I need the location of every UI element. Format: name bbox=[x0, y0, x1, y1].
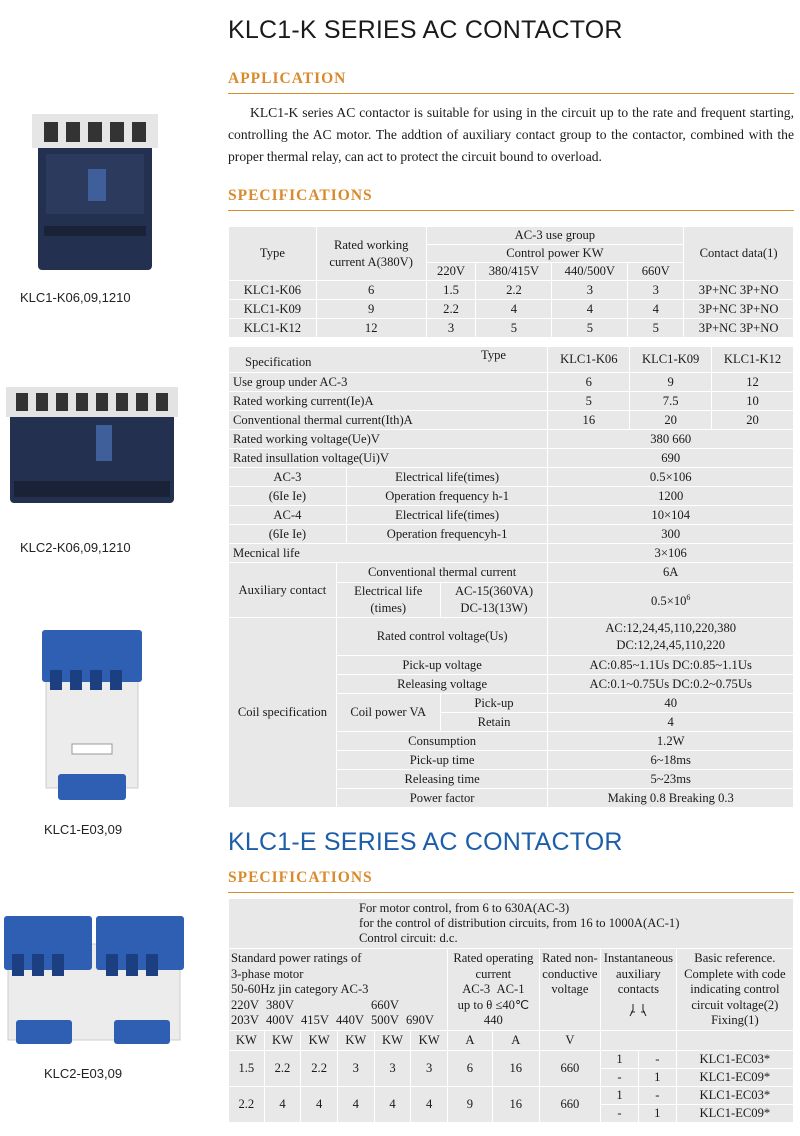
row-label: Rated control voltage(Us) bbox=[336, 618, 548, 656]
table-cell: 4 bbox=[552, 300, 628, 319]
klc1-k-power-table bbox=[228, 226, 794, 338]
ac1-label: AC-1 bbox=[496, 982, 525, 997]
col-header: Rated working current A(380V) bbox=[316, 227, 426, 281]
unit-cell: KW bbox=[337, 1031, 374, 1051]
col-header: AC-3 use group bbox=[426, 227, 684, 245]
row-label: Releasing time bbox=[336, 770, 548, 789]
col-header: 220V bbox=[426, 263, 476, 281]
application-heading: APPLICATION bbox=[228, 70, 347, 87]
rated-op-header bbox=[448, 949, 540, 1031]
table-cell: 660 bbox=[539, 1051, 600, 1087]
table-cell: 1.5 bbox=[229, 1051, 265, 1087]
note-line: Control circuit: d.c. bbox=[359, 931, 458, 945]
col-header: KLC1-K09 bbox=[630, 347, 712, 373]
col-header: KLC1-K06 bbox=[548, 347, 630, 373]
table-cell: 5 bbox=[628, 319, 684, 338]
table-cell: 6~18ms bbox=[548, 751, 794, 770]
rcv-dc: DC:12,24,45,110,220 bbox=[616, 637, 726, 652]
table-cell: 16 bbox=[548, 411, 630, 430]
std-line: 50-60Hz jin category AC-3 bbox=[231, 982, 369, 997]
col-header: Control power KW bbox=[426, 245, 684, 263]
note-line: for the control of distribution circuits, from 16 to 1000A(AC-1) bbox=[359, 916, 680, 930]
row-label: Operation frequencyh-1 bbox=[346, 525, 548, 544]
table-cell: KLC1-EC03* bbox=[676, 1051, 793, 1069]
col-header: Type bbox=[229, 227, 317, 281]
table-cell: 5 bbox=[548, 392, 630, 411]
table-cell: 40 bbox=[548, 694, 794, 713]
product-caption: KLC1-E03,09 bbox=[44, 822, 123, 837]
row-label: Rated working voltage(Ue)V bbox=[229, 430, 548, 449]
table-cell: 10 bbox=[712, 392, 794, 411]
header-line bbox=[450, 982, 537, 998]
row-label: (6Ie Ie) bbox=[229, 525, 347, 544]
std-power-header bbox=[229, 949, 448, 1031]
table-cell: 10×104 bbox=[548, 506, 794, 525]
row-label: Coil specification bbox=[229, 618, 337, 808]
table-cell: 1 bbox=[638, 1105, 676, 1123]
std-line: Standard power ratings of bbox=[231, 951, 362, 965]
unit-cell: A bbox=[448, 1031, 493, 1051]
std-line: 3-phase motor bbox=[231, 966, 304, 981]
header-line: Rated operating current bbox=[453, 951, 534, 981]
page-title-e: KLC1-E SERIES AC CONTACTOR bbox=[228, 828, 623, 856]
unit-cell bbox=[601, 1031, 677, 1051]
unit-cell: KW bbox=[374, 1031, 411, 1051]
table-cell: 4 bbox=[337, 1087, 374, 1123]
voltage-label: 415V bbox=[301, 1013, 329, 1028]
unit-cell: KW bbox=[229, 1031, 265, 1051]
row-label: Electrical life (times) bbox=[336, 583, 440, 618]
table-cell: 690 bbox=[548, 449, 794, 468]
table-cell: 9 bbox=[630, 373, 712, 392]
table-cell: 3 bbox=[411, 1051, 448, 1087]
table-cell: 3 bbox=[337, 1051, 374, 1087]
row-label: Releasing voltage bbox=[336, 675, 548, 694]
row-label: Mecnical life bbox=[229, 544, 548, 563]
row-label: Pick-up time bbox=[336, 751, 548, 770]
table-cell: 12 bbox=[712, 373, 794, 392]
table-cell: 6A bbox=[548, 563, 794, 583]
contact-symbol-icon bbox=[627, 1002, 649, 1020]
table-cell: KLC1-K06 bbox=[229, 281, 317, 300]
table-cell: - bbox=[638, 1051, 676, 1069]
product-caption: KLC1-K06,09,1210 bbox=[20, 290, 131, 305]
voltage-top-row bbox=[231, 998, 445, 1014]
table-cell: 16 bbox=[492, 1051, 539, 1087]
voltage-label: 203V bbox=[231, 1013, 259, 1028]
table-cell: 4 bbox=[374, 1087, 411, 1123]
spec-type-header bbox=[229, 347, 548, 373]
table-cell: 3×106 bbox=[548, 544, 794, 563]
row-label: (6Ie Ie) bbox=[229, 487, 347, 506]
table-cell: 1.2W bbox=[548, 732, 794, 751]
col-header: Type bbox=[481, 348, 506, 362]
table-cell: 3 bbox=[552, 281, 628, 300]
unit-cell: A bbox=[492, 1031, 539, 1051]
voltage-label: 690V bbox=[406, 1013, 434, 1028]
table-cell: 4 bbox=[264, 1087, 301, 1123]
divider bbox=[228, 210, 794, 211]
table-cell: 5 bbox=[476, 319, 552, 338]
ac3-label: AC-3 bbox=[462, 982, 491, 997]
unit-cell: V bbox=[539, 1031, 600, 1051]
table-cell: 5 bbox=[552, 319, 628, 338]
table-cell bbox=[548, 618, 794, 656]
table-cell: 660 bbox=[539, 1087, 600, 1123]
table-cell: 300 bbox=[548, 525, 794, 544]
table-cell: KLC1-K12 bbox=[229, 319, 317, 338]
table-cell: 3P+NC 3P+NO bbox=[684, 319, 794, 338]
aux-life-value: 0.5×10 bbox=[650, 594, 687, 609]
table-cell: AC:0.85~1.1Us DC:0.85~1.1Us bbox=[548, 656, 794, 675]
col-header: Contact data(1) bbox=[684, 227, 794, 281]
table-cell: KLC1-K09 bbox=[229, 300, 317, 319]
table-cell: AC:0.1~0.75Us DC:0.2~0.75Us bbox=[548, 675, 794, 694]
basic-ref-header: Basic reference. Complete with code indicating control circuit voltage(2) Fixing(1) bbox=[676, 949, 793, 1031]
voltage-label bbox=[406, 998, 441, 1014]
table-cell: 3P+NC 3P+NO bbox=[684, 281, 794, 300]
table-cell: 2.2 bbox=[476, 281, 552, 300]
product-caption: KLC2-E03,09 bbox=[44, 1066, 123, 1081]
divider bbox=[228, 93, 794, 94]
product-image-klc1-e bbox=[38, 628, 146, 804]
header-line: up to θ ≤40℃ bbox=[457, 997, 530, 1012]
table-cell: 1.5 bbox=[426, 281, 476, 300]
row-label: Pick-up bbox=[440, 694, 548, 713]
aux-life-exponent: 6 bbox=[686, 593, 691, 603]
table-cell: 4 bbox=[301, 1087, 338, 1123]
row-label: Pick-up voltage bbox=[336, 656, 548, 675]
table-cell: 2.2 bbox=[264, 1051, 301, 1087]
table-cell: 4 bbox=[628, 300, 684, 319]
table-cell: 3 bbox=[374, 1051, 411, 1087]
row-label: Auxiliary contact bbox=[229, 563, 337, 618]
table-cell: 12 bbox=[316, 319, 426, 338]
row-label: Use group under AC-3 bbox=[229, 373, 548, 392]
specifications-heading-e: SPECIFICATIONS bbox=[228, 869, 373, 886]
col-header: 660V bbox=[628, 263, 684, 281]
table-cell: 2.2 bbox=[426, 300, 476, 319]
table-cell: 1 bbox=[601, 1051, 639, 1069]
table-cell: 3 bbox=[426, 319, 476, 338]
row-label: AC-4 bbox=[229, 506, 347, 525]
table-cell: - bbox=[638, 1087, 676, 1105]
row-label: Rated insullation voltage(Ui)V bbox=[229, 449, 548, 468]
voltage-label: 380V bbox=[266, 997, 294, 1012]
row-label: Consumption bbox=[336, 732, 548, 751]
table-cell: KLC1-EC09* bbox=[676, 1069, 793, 1087]
table-cell: 9 bbox=[448, 1087, 493, 1123]
divider bbox=[228, 892, 794, 893]
product-image-klc2-e bbox=[2, 914, 186, 1050]
row-label: Electrical life(times) bbox=[346, 506, 548, 525]
rcv-ac: AC:12,24,45,110,220,380 bbox=[605, 620, 737, 635]
row-label: Retain bbox=[440, 713, 548, 732]
row-label bbox=[440, 583, 548, 618]
voltage-bottom-row bbox=[231, 1013, 445, 1029]
product-image-klc1-k bbox=[30, 114, 160, 274]
table-cell: KLC1-EC03* bbox=[676, 1087, 793, 1105]
row-label: Power factor bbox=[336, 789, 548, 808]
voltage-label: 220V bbox=[231, 997, 259, 1012]
row-label: Electrical life(times) bbox=[346, 468, 548, 487]
row-label: Rated working current(Ie)A bbox=[229, 392, 548, 411]
table-cell: 5~23ms bbox=[548, 770, 794, 789]
note-line: For motor control, from 6 to 630A(AC-3) bbox=[359, 901, 570, 915]
col-header: KLC1-K12 bbox=[712, 347, 794, 373]
klc1-e-spec-table bbox=[228, 898, 794, 1123]
table-cell: 1 bbox=[638, 1069, 676, 1087]
row-label: Coil power VA bbox=[336, 694, 440, 732]
table-cell: 2.2 bbox=[301, 1051, 338, 1087]
header-line: Instantaneous auxiliary contacts bbox=[603, 951, 674, 997]
table-cell: 4 bbox=[548, 713, 794, 732]
table-cell: 1 bbox=[601, 1087, 639, 1105]
application-text: KLC1-K series AC contactor is suitable for using in the circuit up to the rate and frequent starting, controlling the AC motor. The addtion of auxiliary contact group to the contactor, combined with the proper thermal relay, can act to protect the circuit bound to overload. bbox=[228, 105, 794, 164]
dc13-label: DC-13(13W) bbox=[460, 601, 528, 615]
nonconductive-header: Rated non- conductive voltage bbox=[539, 949, 600, 1031]
col-header: 440/500V bbox=[552, 263, 628, 281]
table-cell: - bbox=[601, 1105, 639, 1123]
col-header: 380/415V bbox=[476, 263, 552, 281]
table-cell: 9 bbox=[316, 300, 426, 319]
ac15-label: AC-15(360VA) bbox=[454, 584, 534, 598]
table-cell bbox=[548, 583, 794, 618]
row-label: Conventional thermal current bbox=[336, 563, 548, 583]
unit-cell bbox=[676, 1031, 793, 1051]
row-label: Conventional thermal current(Ith)A bbox=[229, 411, 548, 430]
table-cell: 6 bbox=[448, 1051, 493, 1087]
table-cell: 4 bbox=[411, 1087, 448, 1123]
unit-cell: KW bbox=[264, 1031, 301, 1051]
voltage-label: 400V bbox=[266, 1013, 294, 1028]
table-cell: - bbox=[601, 1069, 639, 1087]
specifications-heading: SPECIFICATIONS bbox=[228, 187, 373, 204]
table-cell: 20 bbox=[630, 411, 712, 430]
product-caption: KLC2-K06,09,1210 bbox=[20, 540, 131, 555]
table-cell: Making 0.8 Breaking 0.3 bbox=[548, 789, 794, 808]
table-cell: 4 bbox=[476, 300, 552, 319]
voltage-label: 500V bbox=[371, 1013, 399, 1028]
table-cell: 20 bbox=[712, 411, 794, 430]
unit-cell: KW bbox=[411, 1031, 448, 1051]
table-cell: 0.5×106 bbox=[548, 468, 794, 487]
row-label: AC-3 bbox=[229, 468, 347, 487]
voltage-label: 660V bbox=[371, 997, 399, 1012]
table-cell: 3 bbox=[628, 281, 684, 300]
table-cell: 7.5 bbox=[630, 392, 712, 411]
voltage-label: 440V bbox=[336, 1013, 364, 1028]
header-line: 440 bbox=[483, 1013, 503, 1028]
table-cell: 380 660 bbox=[548, 430, 794, 449]
col-header: Specification bbox=[245, 355, 312, 369]
product-image-klc2-k bbox=[6, 385, 178, 510]
table-cell: 3P+NC 3P+NO bbox=[684, 300, 794, 319]
table-cell: 2.2 bbox=[229, 1087, 265, 1123]
voltage-label bbox=[301, 998, 336, 1014]
table-cell: 6 bbox=[316, 281, 426, 300]
table-cell: 16 bbox=[492, 1087, 539, 1123]
klc1-k-spec-table bbox=[228, 346, 794, 808]
unit-cell: KW bbox=[301, 1031, 338, 1051]
page-title: KLC1-K SERIES AC CONTACTOR bbox=[228, 16, 623, 44]
table-cell: 6 bbox=[548, 373, 630, 392]
e-notes bbox=[229, 899, 794, 949]
table-cell: KLC1-EC09* bbox=[676, 1105, 793, 1123]
instant-header bbox=[601, 949, 677, 1031]
voltage-label bbox=[336, 998, 371, 1014]
table-cell: 1200 bbox=[548, 487, 794, 506]
row-label: Operation frequency h-1 bbox=[346, 487, 548, 506]
